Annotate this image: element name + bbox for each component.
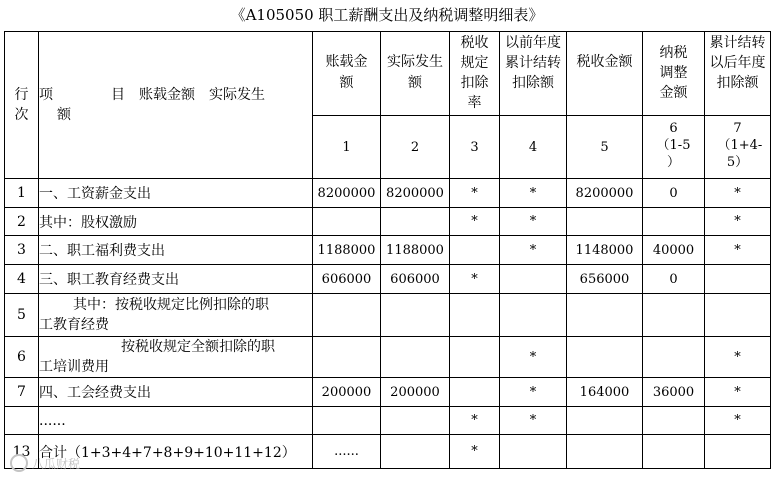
cell-c6: 0 [643, 265, 705, 294]
cell-c2: 1188000 [381, 236, 450, 265]
watermark-logo-icon [10, 454, 28, 472]
row-no: 5 [5, 294, 39, 337]
cell-c5 [567, 435, 643, 469]
header-item-line1 [39, 85, 312, 105]
row-item: 其中：股权激励 [39, 208, 313, 236]
cell-c6 [643, 435, 705, 469]
cell-c3: * [450, 179, 500, 208]
page-title: 《A105050 职工薪酬支出及纳税调整明细表》 [230, 6, 544, 24]
cell-c5: 1148000 [567, 236, 643, 265]
cell-c4: * [500, 337, 567, 378]
cell-c7 [705, 435, 771, 469]
cell-c3: * [450, 265, 500, 294]
header-item-mu: 目 [111, 87, 125, 103]
row-no: 4 [5, 265, 39, 294]
cell-c2: 8200000 [381, 179, 450, 208]
cell-c1 [313, 407, 381, 435]
cell-c3 [450, 236, 500, 265]
cell-c1: 8200000 [313, 179, 381, 208]
cell-c2 [381, 407, 450, 435]
row-no: 7 [5, 378, 39, 407]
col4-num: 4 [500, 116, 567, 179]
cell-c3: * [450, 435, 500, 469]
col1-name: 账载金额 [325, 54, 368, 91]
header-col2 [381, 32, 450, 116]
table-row [5, 294, 771, 337]
row-no: 13 [5, 435, 39, 469]
header-item [39, 32, 313, 179]
cell-c1: 1188000 [313, 236, 381, 265]
cell-c1 [313, 337, 381, 378]
cell-c7: * [705, 378, 771, 407]
col1-num: 1 [313, 116, 381, 179]
row-item: ...... [39, 407, 313, 435]
table-row [5, 378, 771, 407]
watermark-text: 八瓜财税 [32, 456, 81, 471]
cell-c7: * [705, 337, 771, 378]
header-item-xiang: 项 [39, 87, 53, 103]
header-item-book: 账载金额 [139, 87, 195, 103]
cell-c1: 200000 [313, 378, 381, 407]
row-item [39, 294, 313, 337]
cell-c3: * [450, 407, 500, 435]
header-col5 [567, 32, 643, 116]
cell-c1: ...... [313, 435, 381, 469]
salary-adjustment-table [4, 31, 771, 469]
col5-num: 5 [567, 116, 643, 179]
table-row [5, 179, 771, 208]
cell-c7: * [705, 179, 771, 208]
col6-num [643, 116, 705, 179]
header-row-no [5, 32, 39, 179]
cell-c5 [567, 208, 643, 236]
cell-c1: 606000 [313, 265, 381, 294]
col5-name: 税收金额 [576, 54, 633, 70]
cell-c2 [381, 294, 450, 337]
row-item-line2: 工培训费用 [39, 359, 109, 375]
cell-c2: 200000 [381, 378, 450, 407]
col4-name: 以前年度累计结转扣除额 [505, 35, 561, 91]
cell-c6: 40000 [643, 236, 705, 265]
table-row [5, 236, 771, 265]
row-no-label: 行次 [14, 87, 29, 123]
row-item-line1: 其中：按税收规定比例扣除的职 [73, 297, 269, 313]
cell-c2 [381, 435, 450, 469]
table-row-total [5, 435, 771, 469]
row-item: 三、职工教育经费支出 [39, 265, 313, 294]
cell-c6 [643, 208, 705, 236]
watermark [10, 451, 102, 475]
row-item-line1: 按税收规定全额扣除的职 [121, 339, 275, 355]
header-row [5, 32, 771, 116]
header-col1 [313, 32, 381, 116]
cell-c7 [705, 265, 771, 294]
cell-c3 [450, 294, 500, 337]
col6-num-text: 6 （1-5 ） [656, 121, 691, 170]
cell-c4 [500, 265, 567, 294]
header-item-actual: 实际发生 [209, 87, 265, 103]
cell-c7 [705, 294, 771, 337]
col3-num: 3 [450, 116, 500, 179]
cell-c6 [643, 294, 705, 337]
cell-c7: * [705, 407, 771, 435]
table-row [5, 337, 771, 378]
col7-num-text: 7 （1+4-5） [717, 121, 763, 170]
row-item [39, 337, 313, 378]
cell-c6 [643, 337, 705, 378]
cell-c5: 8200000 [567, 179, 643, 208]
cell-c5 [567, 337, 643, 378]
table-row [5, 265, 771, 294]
cell-c5: 656000 [567, 265, 643, 294]
table-row [5, 407, 771, 435]
header-col7 [705, 32, 771, 116]
row-item-line2: 工教育经费 [39, 317, 109, 333]
cell-c4 [500, 435, 567, 469]
cell-c5 [567, 294, 643, 337]
cell-c5 [567, 407, 643, 435]
cell-c4: * [500, 208, 567, 236]
cell-c6: 0 [643, 179, 705, 208]
col3-name: 税收规定扣除率 [460, 35, 489, 111]
cell-c2 [381, 208, 450, 236]
col7-name: 累计结转以后年度扣除额 [709, 35, 766, 91]
header-item-line2: 额 [57, 107, 71, 123]
col2-num: 2 [381, 116, 450, 179]
cell-c4: * [500, 179, 567, 208]
cell-c6 [643, 407, 705, 435]
col2-name: 实际发生额 [387, 54, 443, 91]
cell-c3: * [450, 208, 500, 236]
col6-name: 纳税调整金额 [659, 45, 688, 101]
cell-c1 [313, 208, 381, 236]
cell-c5: 164000 [567, 378, 643, 407]
table-row [5, 208, 771, 236]
cell-c4 [500, 294, 567, 337]
cell-c2 [381, 337, 450, 378]
header-col6 [643, 32, 705, 116]
cell-c7: * [705, 208, 771, 236]
cell-c7: * [705, 236, 771, 265]
cell-c4: * [500, 407, 567, 435]
row-no: 1 [5, 179, 39, 208]
header-col4 [500, 32, 567, 116]
row-item: 二、职工福利费支出 [39, 236, 313, 265]
cell-c4: * [500, 236, 567, 265]
cell-c6: 36000 [643, 378, 705, 407]
cell-c1 [313, 294, 381, 337]
row-item: 一、工资薪金支出 [39, 179, 313, 208]
cell-c2: 606000 [381, 265, 450, 294]
row-no: 3 [5, 236, 39, 265]
header-col3 [450, 32, 500, 116]
row-no: 2 [5, 208, 39, 236]
col7-num [705, 116, 771, 179]
cell-c3 [450, 337, 500, 378]
cell-c3 [450, 378, 500, 407]
cell-c4: * [500, 378, 567, 407]
row-no [5, 407, 39, 435]
row-item: 合计（1+3+4+7+8+9+10+11+12） [39, 435, 313, 469]
row-item: 四、工会经费支出 [39, 378, 313, 407]
row-no: 6 [5, 337, 39, 378]
